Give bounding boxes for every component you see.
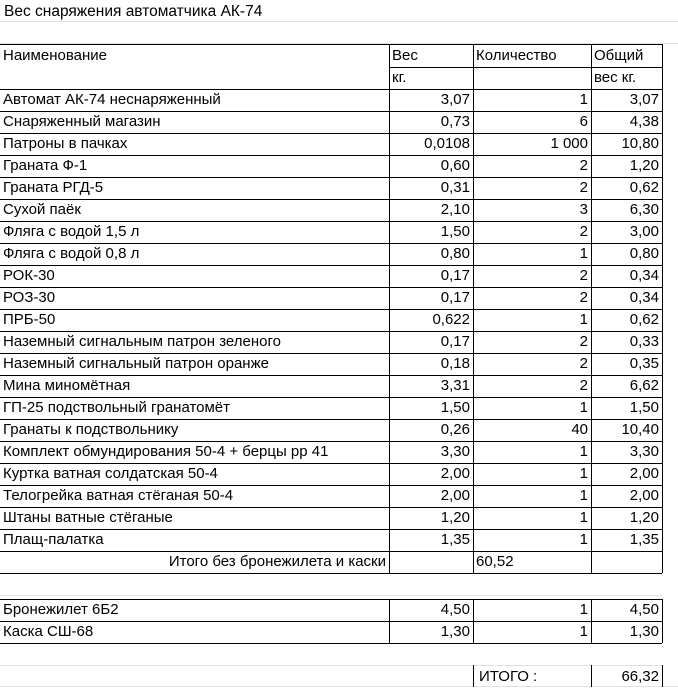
item-total: 1,30 — [629, 623, 659, 640]
table-row — [0, 221, 678, 243]
item-total: 3,00 — [629, 223, 659, 240]
item-total: 10,80 — [621, 135, 659, 152]
item-count: 2 — [579, 289, 588, 306]
item-weight: 3,07 — [440, 91, 470, 108]
item-weight: 4,50 — [440, 601, 470, 618]
table-row — [0, 243, 678, 265]
table-row — [0, 621, 678, 643]
item-total: 6,62 — [629, 377, 659, 394]
item-weight: 0,31 — [440, 179, 470, 196]
item-total: 3,07 — [629, 91, 659, 108]
item-name: Граната Ф-1 — [3, 157, 88, 174]
table-row — [0, 529, 678, 551]
item-count: 1 — [579, 601, 588, 618]
header-name: Наименование — [3, 47, 107, 64]
item-total: 3,30 — [629, 443, 659, 460]
item-count: 6 — [579, 113, 588, 130]
item-weight: 2,00 — [440, 465, 470, 482]
item-name: Фляга с водой 1,5 л — [3, 223, 140, 240]
item-name: Наземный сигнальный патрон оранже — [3, 355, 269, 372]
item-name: Штаны ватные стёганые — [3, 509, 173, 526]
item-weight: 0,60 — [440, 157, 470, 174]
item-count: 1 — [579, 311, 588, 328]
header-count: Количество — [476, 47, 557, 64]
subtotal-row — [0, 551, 678, 573]
table-row — [0, 155, 678, 177]
item-count: 2 — [579, 355, 588, 372]
item-weight: 0,17 — [440, 267, 470, 284]
item-count: 1 — [579, 443, 588, 460]
grand-total-label: ИТОГО : — [479, 668, 538, 685]
item-total: 4,50 — [629, 601, 659, 618]
sheet-title: Вес снаряжения автоматчика АК-74 — [4, 3, 263, 20]
item-name: ГП-25 подствольный гранатомёт — [3, 399, 231, 416]
header-total-unit: вес кг. — [594, 69, 637, 86]
item-weight: 0,17 — [440, 289, 470, 306]
table-row — [0, 331, 678, 353]
table-row — [0, 133, 678, 155]
header-weight-unit: кг. — [392, 69, 407, 86]
item-name: Фляга с водой 0,8 л — [3, 245, 140, 262]
table-row — [0, 177, 678, 199]
item-count: 2 — [579, 267, 588, 284]
item-total: 6,30 — [629, 201, 659, 218]
header-row-2 — [0, 67, 678, 89]
item-count: 1 — [579, 487, 588, 504]
item-total: 1,50 — [629, 399, 659, 416]
item-weight: 0,73 — [440, 113, 470, 130]
item-weight: 1,30 — [440, 623, 470, 640]
table-row — [0, 353, 678, 375]
item-count: 2 — [579, 179, 588, 196]
item-name: Мина миномётная — [3, 377, 131, 394]
item-total: 0,35 — [629, 355, 659, 372]
item-weight: 1,50 — [440, 223, 470, 240]
item-total: 0,62 — [629, 311, 659, 328]
item-weight: 0,80 — [440, 245, 470, 262]
item-total: 1,20 — [629, 509, 659, 526]
item-name: РОК-30 — [3, 267, 55, 284]
table-row — [0, 265, 678, 287]
grand-total-row — [0, 666, 678, 688]
item-total: 4,38 — [629, 113, 659, 130]
item-count: 1 — [579, 509, 588, 526]
table-row — [0, 441, 678, 463]
header-total: Общий — [594, 47, 644, 64]
item-total: 0,34 — [629, 267, 659, 284]
item-total: 2,00 — [629, 465, 659, 482]
header-row — [0, 45, 678, 67]
item-name: Граната РГД-5 — [3, 179, 104, 196]
item-count: 40 — [571, 421, 588, 438]
table-row — [0, 89, 678, 111]
item-weight: 1,50 — [440, 399, 470, 416]
item-total: 0,33 — [629, 333, 659, 350]
item-total: 0,80 — [629, 245, 659, 262]
table-row — [0, 287, 678, 309]
item-name: Каска СШ-68 — [3, 623, 94, 640]
item-name: Куртка ватная солдатская 50-4 — [3, 465, 218, 482]
item-weight: 1,35 — [440, 531, 470, 548]
table-row — [0, 419, 678, 441]
item-count: 1 — [579, 531, 588, 548]
header-weight: Вес — [392, 47, 418, 64]
item-total: 10,40 — [621, 421, 659, 438]
item-total: 1,35 — [629, 531, 659, 548]
item-total: 2,00 — [629, 487, 659, 504]
subtotal-label: Итого без бронежилета и каски — [168, 553, 386, 570]
item-count: 1 — [579, 91, 588, 108]
item-total: 1,20 — [629, 157, 659, 174]
item-weight: 2,10 — [440, 201, 470, 218]
item-weight: 3,30 — [440, 443, 470, 460]
item-name: Автомат АК-74 неснаряженный — [3, 91, 221, 108]
item-count: 1 — [579, 245, 588, 262]
item-name: Снаряженный магазин — [3, 113, 161, 130]
item-count: 1 — [579, 399, 588, 416]
table-row — [0, 375, 678, 397]
item-name: Комплект обмундирования 50-4 + берцы рр 41 — [3, 443, 329, 460]
item-weight: 0,17 — [440, 333, 470, 350]
table-row — [0, 397, 678, 419]
item-name: ПРБ-50 — [3, 311, 56, 328]
table-row — [0, 463, 678, 485]
table-row — [0, 599, 678, 621]
item-name: Патроны в пачках — [3, 135, 128, 152]
subtotal-value: 60,52 — [476, 553, 514, 570]
table-row — [0, 199, 678, 221]
item-count: 3 — [579, 201, 588, 218]
item-name: Наземный сигнальным патрон зеленого — [3, 333, 281, 350]
item-weight: 0,0108 — [424, 135, 470, 152]
item-total: 0,34 — [629, 289, 659, 306]
item-count: 2 — [579, 333, 588, 350]
item-weight: 0,18 — [440, 355, 470, 372]
item-weight: 2,00 — [440, 487, 470, 504]
item-count: 1 000 — [550, 135, 588, 152]
table-row — [0, 507, 678, 529]
item-name: Сухой паёк — [3, 201, 81, 218]
item-count: 1 — [579, 465, 588, 482]
table-row — [0, 485, 678, 507]
item-count: 2 — [579, 223, 588, 240]
item-name: Телогрейка ватная стёганая 50-4 — [3, 487, 234, 504]
item-count: 1 — [579, 623, 588, 640]
item-name: Плащ-палатка — [3, 531, 104, 548]
item-weight: 3,31 — [440, 377, 470, 394]
table-row — [0, 111, 678, 133]
item-weight: 0,622 — [432, 311, 470, 328]
item-weight: 0,26 — [440, 421, 470, 438]
item-count: 2 — [579, 157, 588, 174]
item-name: Гранаты к подствольнику — [3, 421, 179, 438]
item-name: Бронежилет 6Б2 — [3, 601, 119, 618]
item-weight: 1,20 — [440, 509, 470, 526]
item-name: РОЗ-30 — [3, 289, 56, 306]
grand-total-value: 66,32 — [621, 668, 659, 685]
table-row — [0, 309, 678, 331]
item-total: 0,62 — [629, 179, 659, 196]
item-count: 2 — [579, 377, 588, 394]
